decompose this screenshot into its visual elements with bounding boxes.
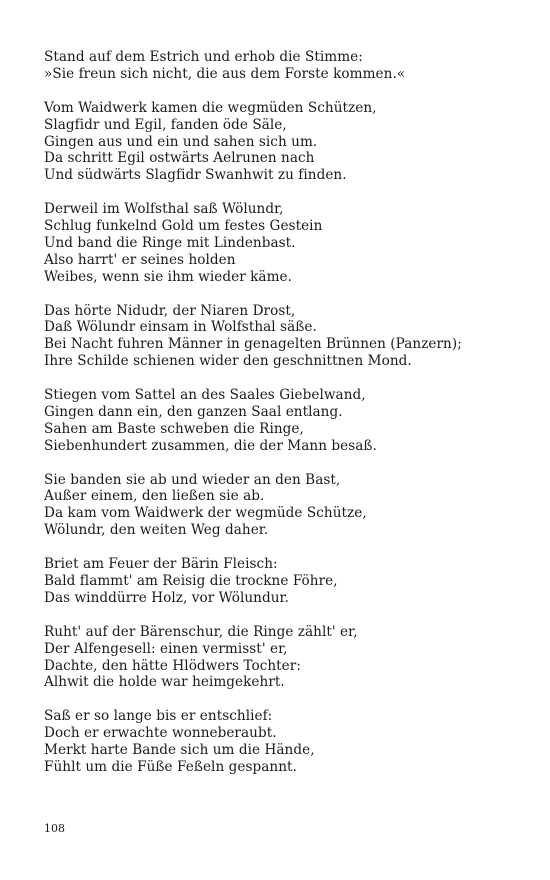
- verse-line: Saß er so lange bis er entschlief:: [44, 708, 273, 725]
- verse-line: Ruht' auf der Bärenschur, die Ringe zählt' er,: [44, 623, 358, 640]
- verse-line: Vom Waidwerk kamen die wegmüden Schützen,: [44, 99, 377, 116]
- page-number: 108: [44, 822, 65, 835]
- verse-line: Gingen dann ein, den ganzen Saal entlang.: [44, 403, 343, 420]
- stanza: [44, 624, 514, 692]
- verse-line: Siebenhundert zusammen, die der Mann besaß.: [44, 437, 377, 454]
- verse-line: Gingen aus und ein und sahen sich um.: [44, 133, 318, 150]
- verse-line: Das winddürre Holz, vor Wölundur.: [44, 589, 289, 606]
- verse-line: Alhwit die holde war heimgekehrt.: [44, 674, 285, 691]
- verse-line: Sahen am Baste schweben die Ringe,: [44, 420, 304, 437]
- verse-line: Außer einem, den ließen sie ab.: [44, 488, 265, 505]
- verse-line: Der Alfengesell: einen vermisst' er,: [44, 640, 288, 657]
- verse-line: Wölundr, den weiten Weg daher.: [44, 522, 269, 539]
- stanza: [44, 556, 514, 607]
- verse-line: Weibes, wenn sie ihm wieder käme.: [44, 268, 292, 285]
- verse-line: Derweil im Wolfsthal saß Wölundr,: [44, 201, 284, 218]
- verse-line: Slagfidr und Egil, fanden öde Säle,: [44, 116, 287, 133]
- verse-line: Ihre Schilde schienen wider den geschnittnen Mond.: [44, 353, 412, 370]
- verse-line: Stiegen vom Sattel an des Saales Giebelwand,: [44, 387, 366, 404]
- stanza: [44, 472, 514, 540]
- stanza: [44, 201, 514, 286]
- verse-line: Briet am Feuer der Bärin Fleisch:: [44, 556, 278, 573]
- verse-line: Merkt harte Bande sich um die Hände,: [44, 742, 315, 759]
- stanza: [44, 708, 514, 776]
- verse-line: Da kam vom Waidwerk der wegmüde Schütze,: [44, 505, 367, 522]
- verse-line: Doch er erwachte wonneberaubt.: [44, 725, 277, 742]
- verse-line: Bald flammt' am Reisig die trockne Föhre,: [44, 573, 338, 589]
- verse-line: Also harrt' er seines holden: [44, 251, 236, 268]
- verse-line: Bei Nacht fuhren Männer in genagelten Brünnen (Panzern);: [44, 336, 462, 353]
- verse-line: Und südwärts Slagfidr Swanhwit zu finden.: [44, 167, 347, 184]
- stanza: [44, 387, 514, 455]
- verse-line: Das hörte Nidudr, der Niaren Drost,: [44, 302, 296, 319]
- stanza: [44, 303, 514, 371]
- verse-line: Stand auf dem Estrich und erhob die Stimme:: [44, 49, 363, 65]
- poem-body: [44, 49, 514, 793]
- verse-line: Und band die Ringe mit Lindenbast.: [44, 234, 296, 251]
- verse-line: Sie banden sie ab und wieder an den Bast,: [44, 471, 341, 488]
- verse-line: Schlug funkelnd Gold um festes Gestein: [44, 218, 323, 235]
- stanza: [44, 100, 514, 185]
- verse-line: Daß Wölundr einsam in Wolfsthal säße.: [44, 319, 317, 336]
- verse-line: Fühlt um die Füße Feßeln gespannt.: [44, 758, 297, 775]
- verse-line: Dachte, den hätte Hlödwers Tochter:: [44, 657, 301, 674]
- verse-line: »Sie freun sich nicht, die aus dem Forste kommen.«: [44, 65, 406, 82]
- verse-line: Da schritt Egil ostwärts Aelrunen nach: [44, 150, 315, 167]
- stanza: [44, 49, 514, 83]
